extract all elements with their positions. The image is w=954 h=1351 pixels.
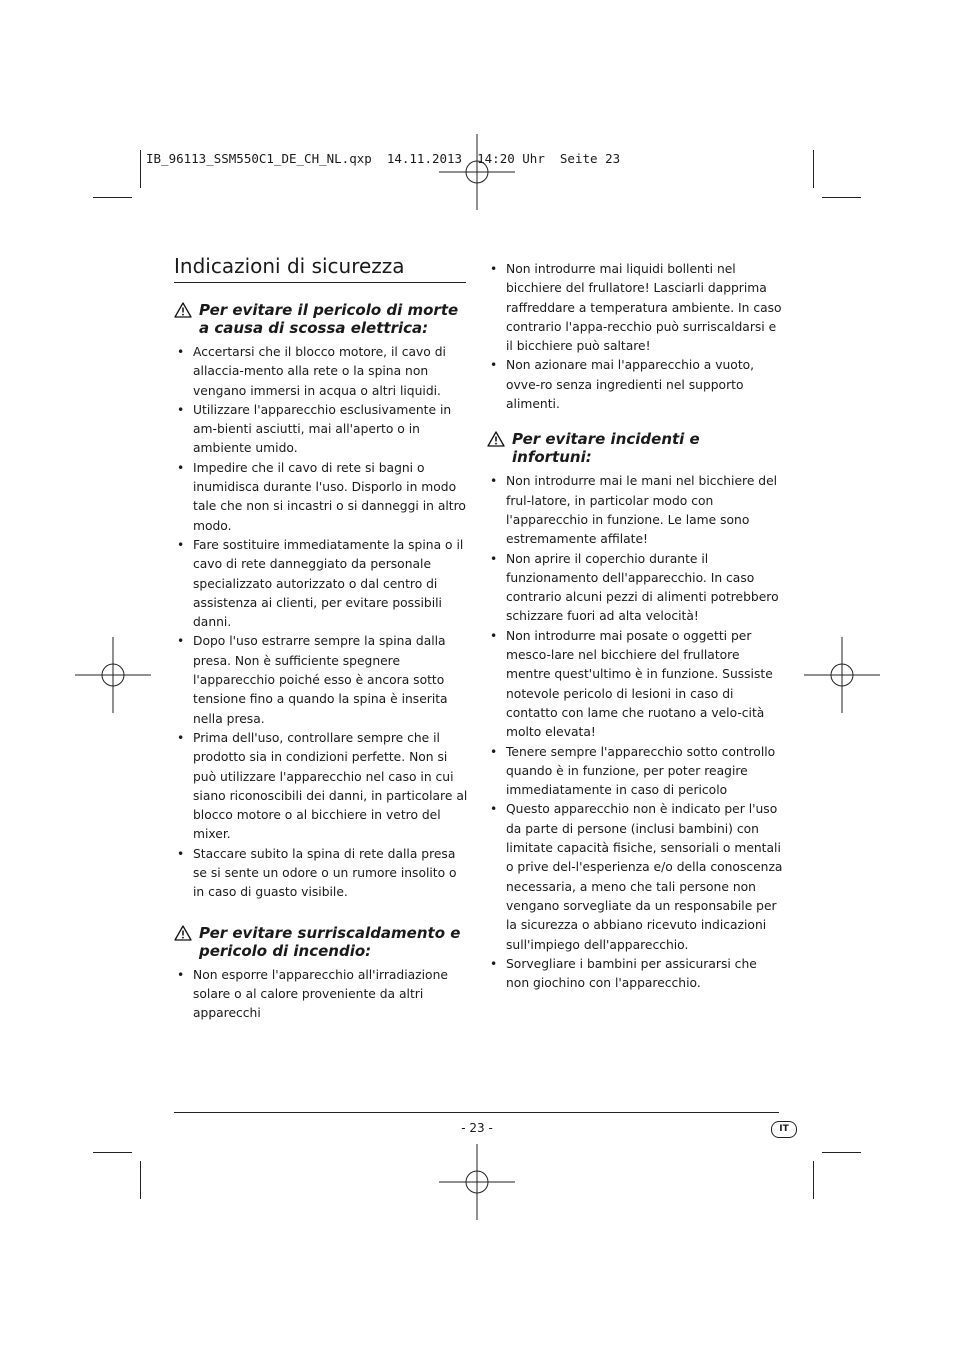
list-item: • Non azionare mai l'apparecchio a vuoto, ovve-ro senza ingredienti nel supporto alimenti. xyxy=(487,356,783,414)
list-item: • Non esporre l'apparecchio all'irradiazione solare o al calore proveniente da altri apparecchi xyxy=(174,966,470,1024)
page-title: Indicazioni di sicurezza xyxy=(174,254,405,278)
warning-triangle-icon xyxy=(174,925,192,941)
section-heading-text: Per evitare il pericolo di morte a causa di scossa elettrica: xyxy=(199,301,459,337)
crop-mark xyxy=(140,1161,141,1199)
crop-mark xyxy=(93,197,132,198)
crop-mark xyxy=(822,197,861,198)
registration-mark-icon xyxy=(439,134,515,210)
bullet-list xyxy=(174,343,470,903)
list-item: • Fare sostituire immediatamente la spina o il cavo di rete danneggiato da personale specializzato autorizzato o dal centro di assistenza ai clienti, per evitare possibili danni. xyxy=(174,536,470,632)
list-item: • Tenere sempre l'apparecchio sotto controllo quando è in funzione, per poter reagire immediatamente in caso di pericolo xyxy=(487,743,783,801)
registration-mark-icon xyxy=(439,1144,515,1220)
list-item: • Non introdurre mai liquidi bollenti nel bicchiere del frullatore! Lasciarli dapprima raffreddare a temperatura ambiente. In caso contrario l'appa-recchio può surriscaldarsi e il bicchiere può saltare! xyxy=(487,260,783,356)
crop-mark xyxy=(93,1152,132,1153)
list-item: • Non introdurre mai le mani nel bicchiere del frul-latore, in particolar modo con l'apparecchio in funzione. Le lame sono estremamente affilate! xyxy=(487,472,783,549)
list-item: • Dopo l'uso estrarre sempre la spina dalla presa. Non è sufficiente spegnere l'apparecchio poiché esso è ancora sotto tensione fino a quando la spina è inserita nella presa. xyxy=(174,632,470,728)
registration-mark-icon xyxy=(804,637,880,713)
crop-mark xyxy=(813,1161,814,1199)
registration-mark-icon xyxy=(75,637,151,713)
page-number: - 23 - xyxy=(461,1121,493,1135)
crop-mark xyxy=(140,150,141,188)
bullet-list xyxy=(487,472,783,993)
footer-divider xyxy=(174,1112,779,1113)
list-item: • Accertarsi che il blocco motore, il cavo di allaccia-mento alla rete o la spina non vengano immersi in acqua o altri liquidi. xyxy=(174,343,470,401)
section-heading xyxy=(174,924,470,960)
title-divider xyxy=(174,282,466,283)
list-item: • Prima dell'uso, controllare sempre che il prodotto sia in condizioni perfette. Non si può utilizzare l'apparecchio nel caso in cui siano riconoscibili dei danni, in particolare al blocco motore o al bicchiere in vetro del mixer. xyxy=(174,729,470,845)
list-item: • Sorvegliare i bambini per assicurarsi che non giochino con l'apparecchio. xyxy=(487,955,783,994)
section-heading-text: Per evitare surriscaldamento e pericolo di incendio: xyxy=(199,923,461,960)
language-badge: IT xyxy=(771,1121,797,1138)
bullet-list xyxy=(174,966,470,1024)
section-heading-text: Per evitare incidenti e infortuni: xyxy=(512,430,700,467)
list-item: • Staccare subito la spina di rete dalla presa se si sente un odore o un rumore insolito o in caso di guasto visibile. xyxy=(174,845,470,903)
crop-mark xyxy=(822,1152,861,1153)
list-item: • Non introdurre mai posate o oggetti per mesco-lare nel bicchiere del frullatore mentre quest'ultimo è in funzione. Sussiste notevole pericolo di lesioni in caso di contatto con lame che ruotano a velo-cità molto elevata! xyxy=(487,627,783,743)
warning-triangle-icon xyxy=(174,302,192,318)
crop-mark xyxy=(813,150,814,188)
list-item: • Utilizzare l'apparecchio esclusivamente in am-bienti asciutti, mai all'aperto o in ambiente umido. xyxy=(174,401,470,459)
section-heading xyxy=(487,430,783,466)
list-item: • Questo apparecchio non è indicato per l'uso da parte di persone (inclusi bambini) con limitate capacità fisiche, sensoriali o mentali o prive del-l'esperienza e/o della conoscenza necessaria, a meno che tali persone non vengano sorvegliate da un responsabile per la sicurezza o abbiano ricevuto indicazioni sull'impiego dell'apparecchio. xyxy=(487,800,783,954)
warning-triangle-icon xyxy=(487,431,505,447)
section-heading xyxy=(174,301,470,337)
left-column xyxy=(174,301,470,1024)
list-item: • Impedire che il cavo di rete si bagni o inumidisca durante l'uso. Disporlo in modo tale che non si incastri o si danneggi in altro modo. xyxy=(174,459,470,536)
bullet-list xyxy=(487,260,783,414)
list-item: • Non aprire il coperchio durante il funzionamento dell'apparecchio. In caso contrario alcuni pezzi di alimenti potrebbero schizzare fuori ad alta velocità! xyxy=(487,550,783,627)
right-column xyxy=(487,260,783,993)
print-slug: IB_96113_SSM550C1_DE_CH_NL.qxp 14.11.2013 14:20 Uhr Seite 23 xyxy=(146,151,621,166)
